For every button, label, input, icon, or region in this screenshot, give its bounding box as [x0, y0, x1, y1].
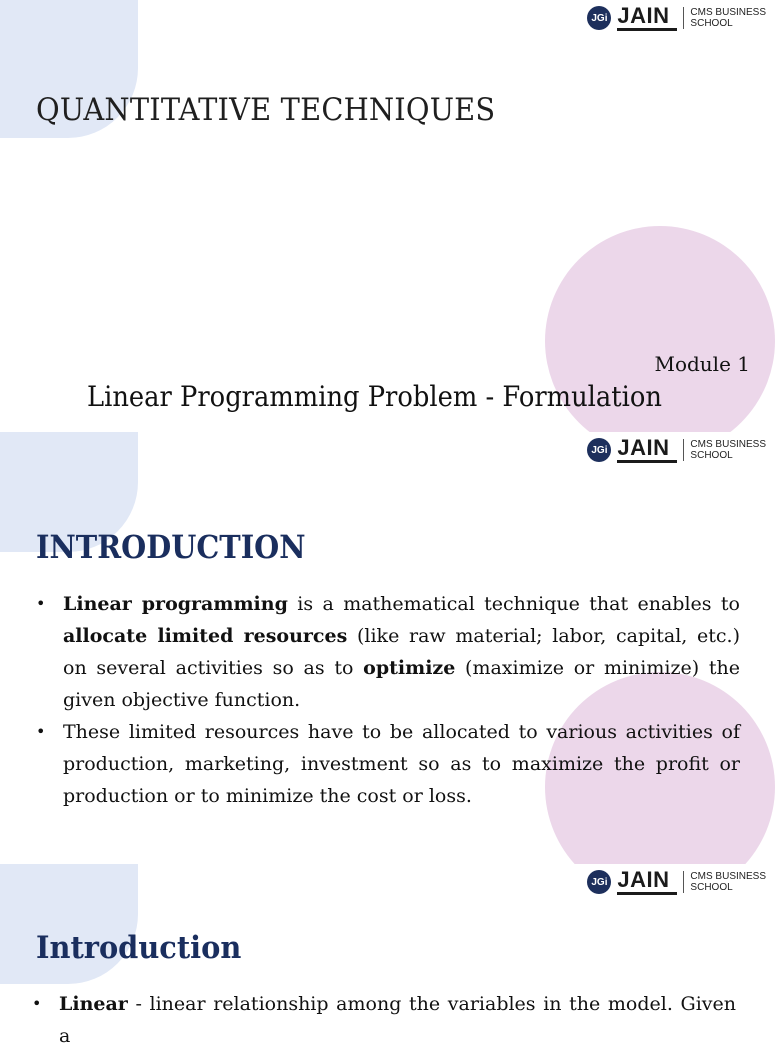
decor-blue-shape: [0, 864, 138, 984]
logo-school-text: CMS BUSINESS SCHOOL: [690, 871, 766, 893]
logo-underline: [617, 460, 677, 463]
logo-school-text: CMS BUSINESS SCHOOL: [690, 439, 766, 461]
jain-logo: [587, 4, 766, 32]
logo-underline: [617, 892, 677, 895]
jain-logo: [587, 436, 766, 464]
logo-separator: [683, 439, 684, 461]
bullet-item: • Linear - linear relationship among the variables in the model. Given a: [32, 988, 736, 1052]
lecture-subtitle: Linear Programming Problem - Formulation: [87, 380, 662, 413]
bullet-list: [36, 588, 740, 812]
slide-heading: INTRODUCTION: [36, 528, 306, 566]
slide-title: [0, 0, 768, 432]
jgi-logo-icon: JGi: [587, 870, 611, 894]
logo-jain-text: JAIN: [617, 435, 670, 460]
logo-separator: [683, 871, 684, 893]
bullet-item: • Linear programming is a mathematical technique that enables to allocate limited resources (like raw material; labor, capital, etc.) on several activities so as to optimize (maximize or minimize) the given objective function.: [36, 588, 740, 716]
logo-jain-text: JAIN: [617, 867, 670, 892]
slide-heading: Introduction: [36, 930, 242, 966]
course-title: QUANTITATIVE TECHNIQUES: [36, 92, 496, 128]
bullet-list: [32, 988, 736, 1052]
bullet-item: • These limited resources have to be allocated to various activities of production, marketing, investment so as to maximize the profit or production or to minimize the cost or loss.: [36, 716, 740, 812]
decor-pink-circle: [545, 226, 775, 456]
logo-separator: [683, 7, 684, 29]
jain-logo: [587, 868, 766, 896]
slide-introduction: [0, 432, 768, 864]
logo-underline: [617, 28, 677, 31]
module-label: Module 1: [654, 352, 750, 376]
slide-introduction-2: [0, 864, 768, 1047]
logo-school-text: CMS BUSINESS SCHOOL: [690, 7, 766, 29]
jgi-logo-icon: JGi: [587, 6, 611, 30]
jgi-logo-icon: JGi: [587, 438, 611, 462]
logo-jain-text: JAIN: [617, 3, 670, 28]
